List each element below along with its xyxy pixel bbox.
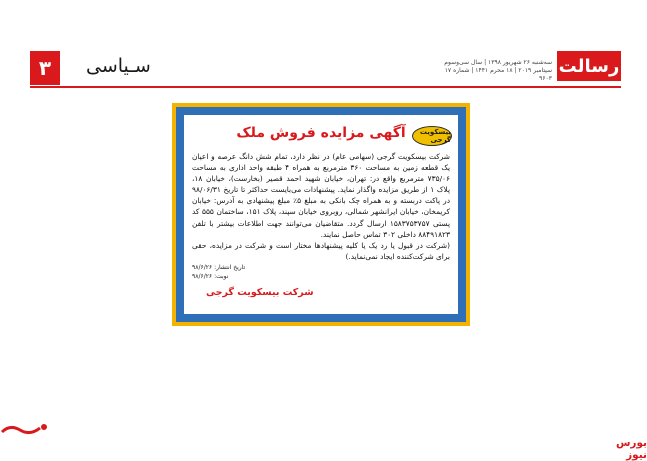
advertisement <box>184 115 458 314</box>
publish-date: تاریخ انتشار: ۹۸/۶/۲۶ <box>192 264 246 271</box>
issue-date <box>442 59 552 83</box>
ad-disclaimer: (شرکت در قبول یا رد یک یا کلیه پیشنهادها مختار است و شرکت در مزایده، حقی برای شرکت‌کننده ایجاد نمی‌نماید.) <box>192 240 450 261</box>
issue-date-line-1: سه‌شنبه ۲۶ شهریور ۱۳۹۸ | سال سی‌وسوم <box>444 59 552 66</box>
ad-title: آگهی مزایده فروش ملک <box>236 125 406 141</box>
watermark-logo-icon <box>0 418 50 440</box>
ad-dates <box>192 263 245 281</box>
company-logo: بیسکویت گرجی <box>412 126 452 146</box>
newspaper-logo: رسالت <box>557 51 621 81</box>
advertisement-frame <box>172 103 470 326</box>
page-header <box>30 51 621 85</box>
ad-paragraph: شرکت بیسکویت گرجی (سهامی عام) در نظر دارد، تمام شش دانگ عرصه و اعیان یک قطعه زمین به مساحت ۳۶۰ مترمربع به همراه ۴ طبقه واحد اداری به مساحت ۷۳۵/۰۶ مترمربع واقع در: تهران، خیابان شهید احمد قصیر (بخارست)، خیابان ۱۸، پلاک ۱ از طریق مزایده واگذار نماید. پیشنهادات می‌بایست حداکثر تا تاریخ ۹۸/۰۶/۳۱ در پاکت دربسته و به همراه چک بانکی به مبلغ ۵٪ مبلغ پیشنهادی به آدرس: خیابان کریمخان، خیابان ایرانشهر شمالی، روبروی خیابان سپند، پلاک ۱۵۱، ساختمان ۵۵۵ کد پستی ۱۵۸۳۷۵۳۷۵۷ ارسال گردد. متقاضیان می‌توانند جهت اطلاعات بیشتر با تلفن ۸۸۴۹۱۸۲۳ داخلی ۳۰۲ تماس حاصل نمایند. <box>192 152 451 239</box>
ad-signature: شرکت بیسکویت گرجی <box>206 287 314 298</box>
ad-body <box>192 151 450 262</box>
section-number: ۳ <box>30 51 60 85</box>
section-title: سـیاسی <box>86 55 151 77</box>
source-brand: بورس نیوز <box>615 437 647 461</box>
header-rule <box>30 86 621 88</box>
round-date: نوبت: ۹۸/۶/۲۶ <box>192 273 229 280</box>
issue-date-line-2: ۱۷ سپتامبر ۲۰۱۹ | ۱۸ محرم ۱۴۴۱ | شماره ۹۶۰۳ <box>444 67 552 82</box>
